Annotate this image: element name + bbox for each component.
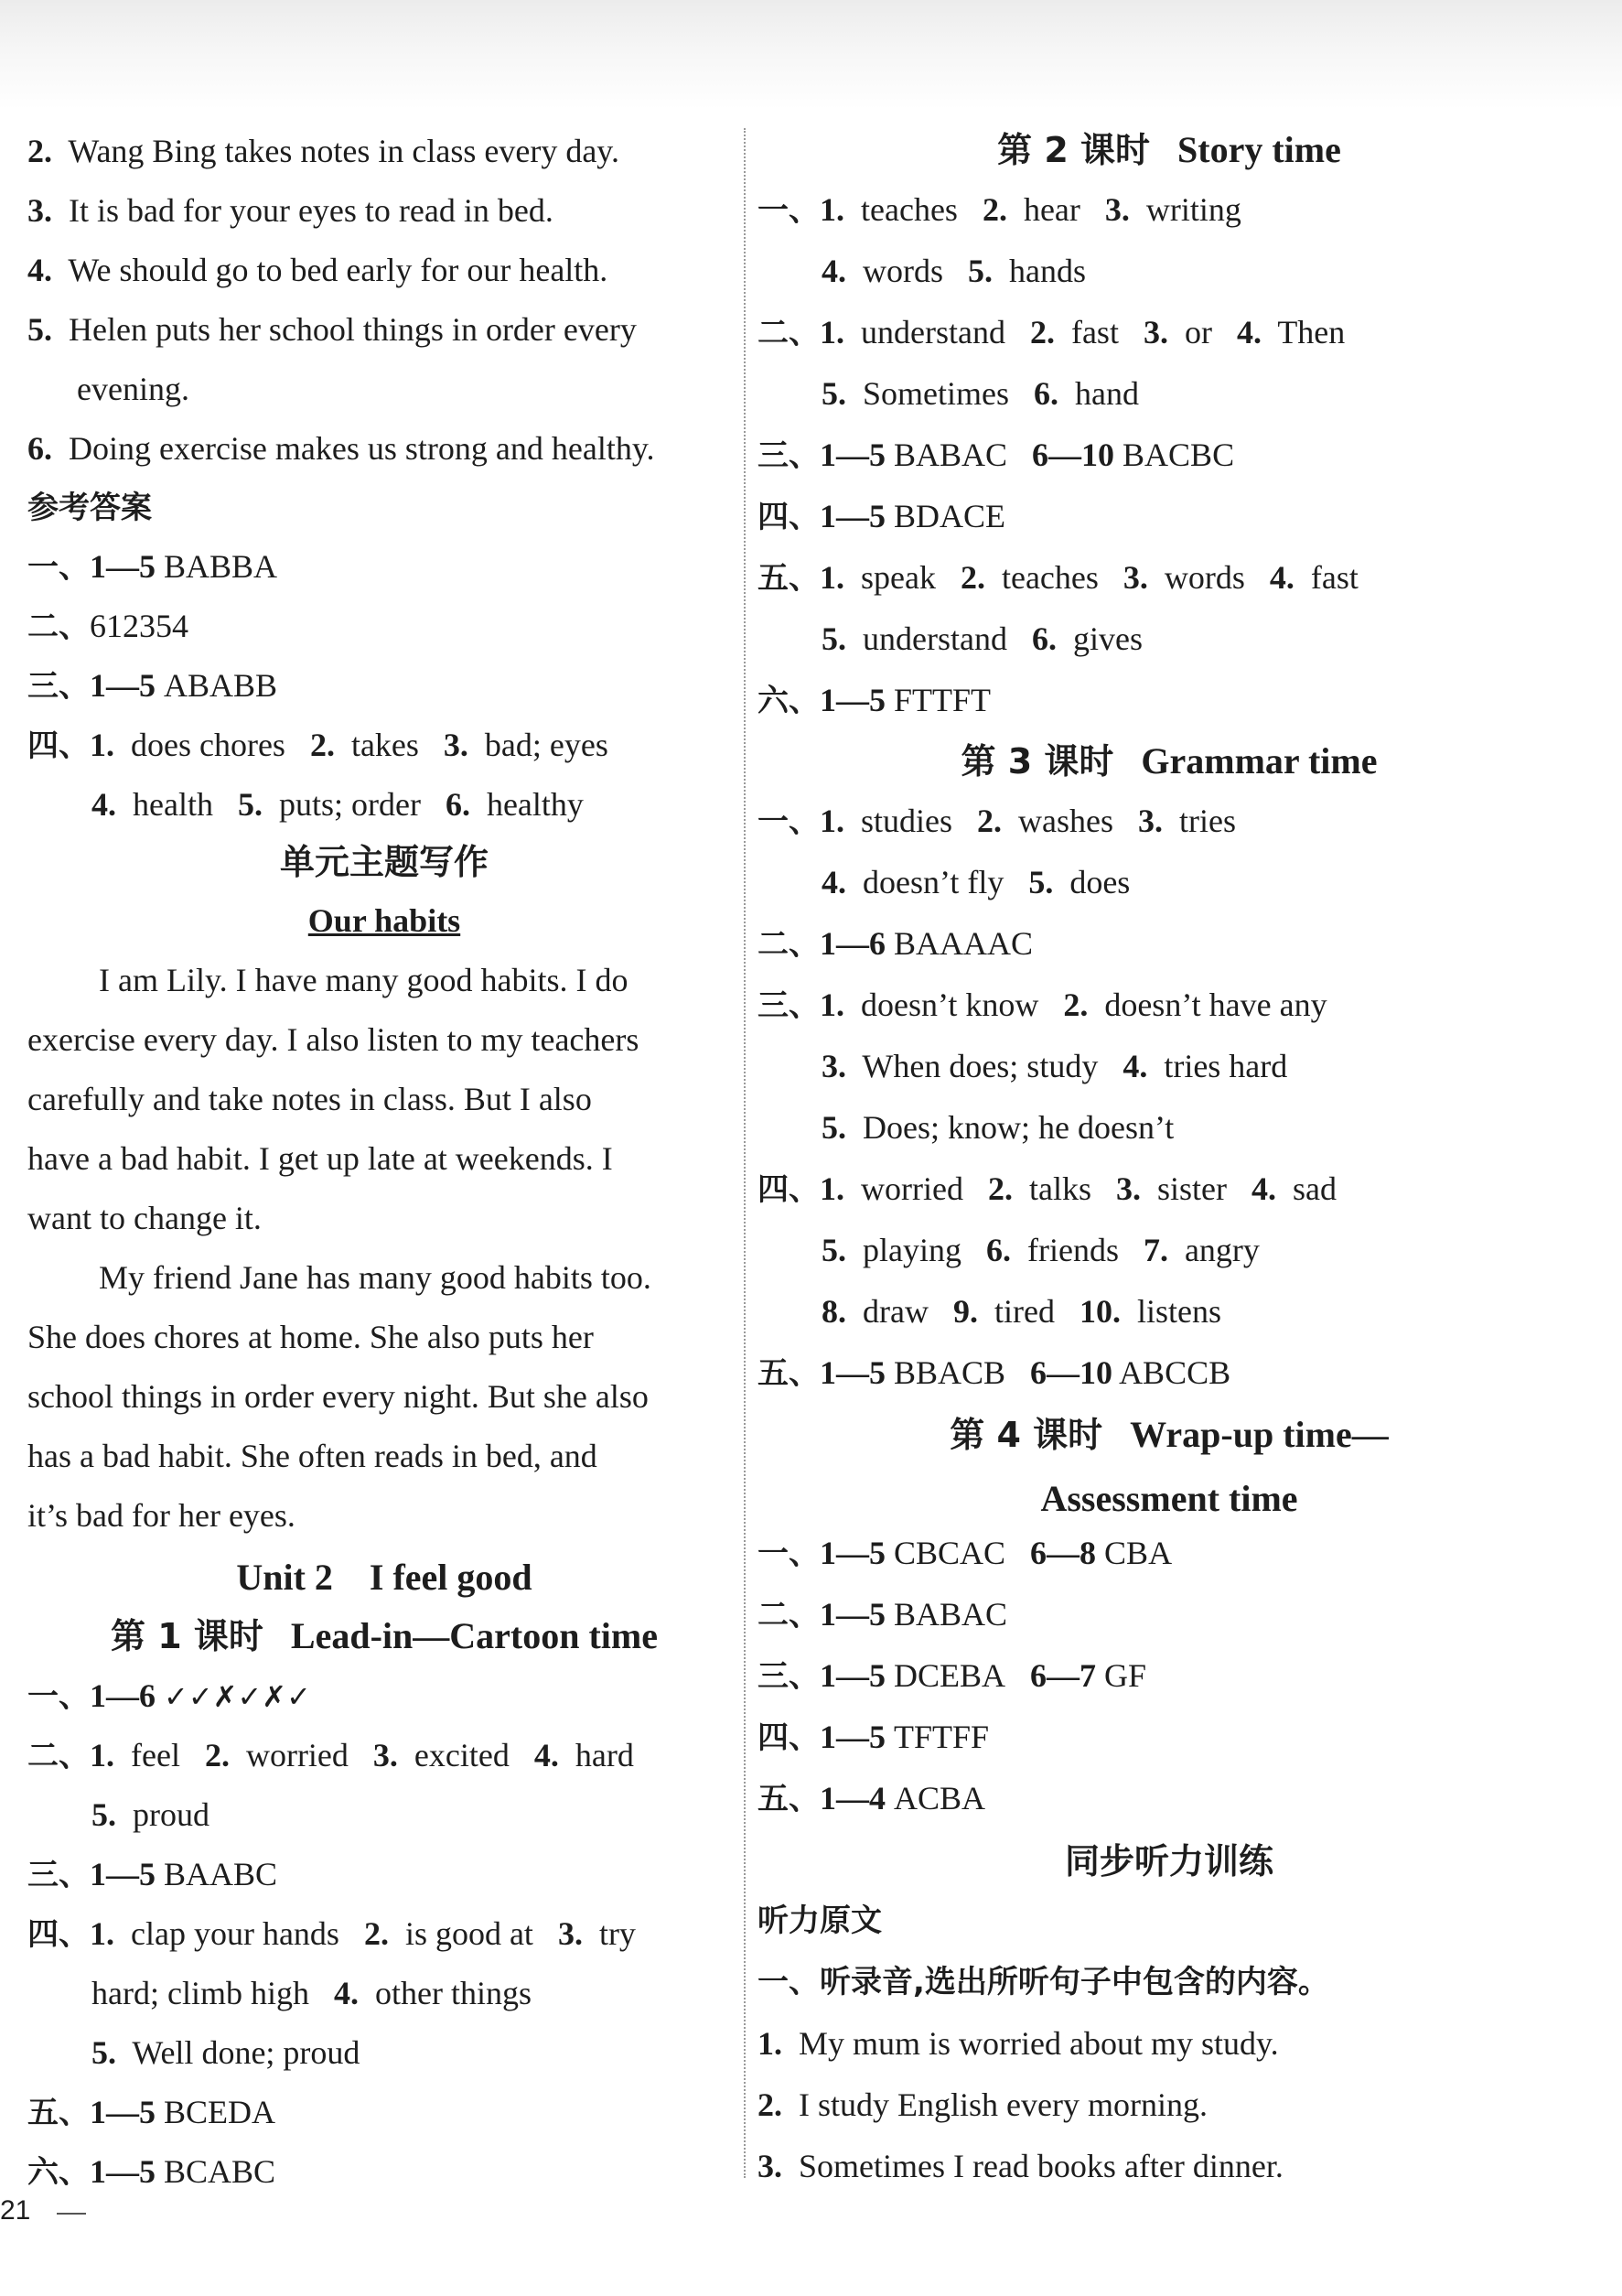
answer-line: 一、1. teaches 2. hear 3. writing (757, 191, 1241, 229)
unit-title: Unit 2 I feel good (236, 1557, 532, 1598)
answer-line: 5. Well done; proud (91, 2034, 360, 2071)
transcript-line: 1. My mum is worried about my study. (757, 2025, 1279, 2062)
answer-line: 5. understand 6. gives (822, 620, 1143, 657)
answer-line: hard; climb high 4. other things (91, 1975, 532, 2011)
answer-line: 五、1. speak 2. teaches 3. words 4. fast (757, 559, 1359, 597)
answer-line: 一、1—5 CBCAC 6—8 CBA (757, 1535, 1173, 1572)
answer-line: 六、1—5 BCABC (27, 2153, 276, 2191)
lesson-title: 第 3 课时 Grammar time (961, 740, 1378, 782)
answer-line: 二、612354 (27, 608, 188, 645)
column-divider (744, 128, 746, 2178)
listening-instruction: 一、听录音,选出所听句子中包含的内容。 (757, 1964, 1329, 2000)
essay-line: My friend Jane has many good habits too. (99, 1259, 651, 1296)
answer-line: 二、1—5 BABAC (757, 1596, 1008, 1633)
answer-line: 六、1—5 FTTFT (757, 682, 992, 719)
answers-heading: 参考答案 (27, 490, 152, 526)
answer-line: 5. Sometimes 6. hand (822, 375, 1139, 412)
answer-line: 三、1—5 ABABB (27, 667, 278, 705)
answer-line: 4. doesn’t fly 5. does (822, 864, 1131, 900)
answer-line: 四、1. worried 2. talks 3. sister 4. sad (757, 1170, 1337, 1208)
answer-line: 一、1. studies 2. washes 3. tries (757, 803, 1236, 840)
answer-line: 8. draw 9. tired 10. listens (822, 1293, 1221, 1330)
answer-line: 5. Does; know; he doesn’t (822, 1109, 1175, 1146)
essay-line: carefully and take notes in class. But I also (27, 1081, 592, 1117)
sentence-line: 4. We should go to bed early for our health. (27, 252, 608, 288)
answer-line: 三、1. doesn’t know 2. doesn’t have any (757, 986, 1327, 1024)
sentence-line: 2. Wang Bing takes notes in class every day. (27, 133, 619, 169)
lesson-title: 第 1 课时 Lead-in—Cartoon time (111, 1615, 658, 1656)
answer-line: 5. proud (91, 1796, 209, 1833)
listening-section-title: 同步听力训练 (1064, 1841, 1273, 1881)
sentence-line-continued: evening. (77, 371, 189, 407)
sentence-line: 3. It is bad for your eyes to read in bed. (27, 192, 553, 229)
writing-section-title: 单元主题写作 (279, 842, 489, 882)
essay-line: exercise every day. I also listen to my teachers (27, 1021, 639, 1058)
essay-line: has a bad habit. She often reads in bed, and (27, 1438, 597, 1474)
scan-top-shadow (0, 0, 1622, 110)
lesson-title: 第 2 课时 Story time (997, 129, 1341, 170)
answer-line: 一、1—6 ✓✓✗✓✗✓ (27, 1677, 311, 1715)
answer-line: 三、1—5 BABAC 6—10 BACBC (757, 437, 1235, 474)
answer-line: 三、1—5 BAABC (27, 1856, 278, 1893)
essay-line: have a bad habit. I get up late at weekends. I (27, 1140, 613, 1177)
lesson-title-continued: Assessment time (1040, 1478, 1298, 1519)
answer-line: 三、1—5 DCEBA 6—7 GF (757, 1657, 1147, 1695)
answer-line: 3. When does; study 4. tries hard (822, 1048, 1288, 1084)
page-number-dash (57, 2213, 86, 2215)
lesson-title: 第 4 课时 Wrap-up time— (950, 1414, 1389, 1455)
essay-line: I am Lily. I have many good habits. I do (99, 962, 628, 998)
answer-line: 四、1—5 BDACE (757, 498, 1006, 535)
essay-line: want to change it. (27, 1200, 262, 1236)
answer-line: 4. health 5. puts; order 6. healthy (91, 786, 584, 823)
sentence-line: 6. Doing exercise makes us strong and healthy. (27, 430, 655, 467)
essay-line: it’s bad for her eyes. (27, 1497, 295, 1534)
answer-line: 四、1. clap your hands 2. is good at 3. try (27, 1915, 636, 1953)
answer-line: 5. playing 6. friends 7. angry (822, 1232, 1260, 1268)
answer-line: 二、1—6 BAAAAC (757, 925, 1034, 963)
answer-line: 四、1—5 TFTFF (757, 1719, 990, 1756)
answer-line: 二、1. understand 2. fast 3. or 4. Then (757, 314, 1346, 351)
answer-line: 五、1—5 BBACB 6—10 ABCCB (757, 1354, 1231, 1392)
page-number: 21 (0, 2195, 31, 2226)
essay-line: school things in order every night. But she also (27, 1378, 649, 1415)
answer-line: 四、1. does chores 2. takes 3. bad; eyes (27, 727, 608, 764)
transcript-line: 2. I study English every morning. (757, 2086, 1208, 2123)
answer-line: 4. words 5. hands (822, 253, 1086, 289)
transcript-heading: 听力原文 (757, 1903, 882, 1939)
answer-line: 五、1—4 ACBA (757, 1780, 986, 1817)
sentence-line: 5. Helen puts her school things in order every (27, 311, 637, 348)
answer-line: 五、1—5 BCEDA (27, 2094, 276, 2131)
answer-line: 一、1—5 BABBA (27, 548, 278, 586)
essay-line: She does chores at home. She also puts her (27, 1319, 594, 1355)
answer-line: 二、1. feel 2. worried 3. excited 4. hard (27, 1737, 634, 1774)
transcript-line: 3. Sometimes I read books after dinner. (757, 2148, 1284, 2184)
essay-title: Our habits (307, 902, 461, 939)
